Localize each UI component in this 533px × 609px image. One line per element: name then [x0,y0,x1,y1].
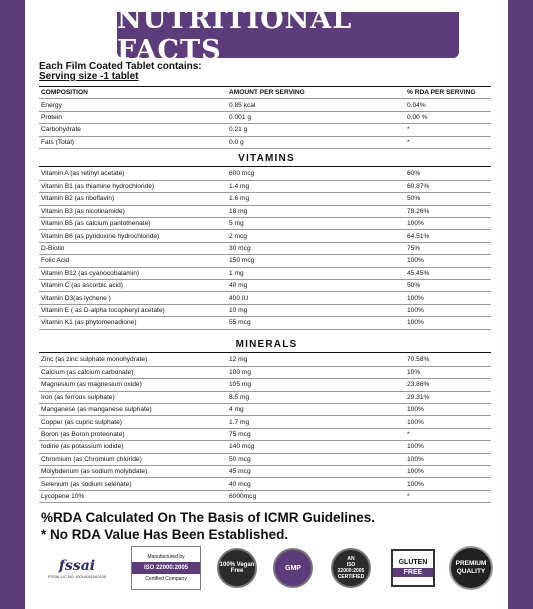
table-row [39,255,491,267]
divider [39,352,491,353]
amount-cell: 600 mcg [227,168,405,180]
amount-cell: 0.001 g [227,111,405,123]
composition-cell: Folic Acid [39,255,227,267]
table-row [39,416,491,428]
amount-cell: 18 mg [227,205,405,217]
col-composition: COMPOSITION [39,87,227,99]
amount-cell: 1.7 mg [227,416,405,428]
composition-cell: Zinc (as zinc sulphate monohydrate) [39,354,227,366]
table-row [39,354,491,366]
premium-text: PREMIUM [455,560,487,567]
gluten-free-text: FREE [393,568,433,577]
no-rda-note: * No RDA Value Has Been Established. [41,527,289,542]
composition-cell: Vitamin B12 (as cyanocobalamin) [39,267,227,279]
gmp-seal [273,548,313,588]
fssai-logo [39,546,115,590]
composition-cell: Vitamin B6 (as pyridoxine hydrochloride) [39,230,227,242]
amount-cell: 0.0 g [227,136,405,148]
table-row [39,99,491,111]
iso-seal-text: ISO [346,562,356,568]
composition-cell: Magnesium (as magnesium oxide) [39,379,227,391]
composition-cell: Boron (as Boron proteonate) [39,428,227,440]
gluten-free-badge [391,549,435,587]
rda-cell: 100% [405,292,491,304]
rda-cell: 60.87% [405,180,491,192]
rda-cell: 100% [405,466,491,478]
certification-logos [39,546,495,590]
composition-cell: Molybdenum (as sodium molybdate) [39,466,227,478]
table-header [39,87,491,99]
table-row [39,292,491,304]
composition-cell: Vitamin B2 (as riboflavin) [39,193,227,205]
rda-cell: 64.51% [405,230,491,242]
serving-size: Serving size -1 tablet [39,71,139,82]
iso-seal-text: AN [347,556,355,562]
rda-cell: * [405,490,491,502]
vitamins-heading: VITAMINS [238,153,295,164]
table-row [39,404,491,416]
composition-cell: Chromium (as Chromium chloride) [39,453,227,465]
table-row [39,379,491,391]
rda-cell: 50% [405,280,491,292]
page-title: NUTRITIONAL FACTS [117,4,353,66]
rda-cell: 23.86% [405,379,491,391]
amount-cell: 5 mg [227,218,405,230]
composition-cell: Vitamin K1 (as phytomenadione) [39,317,227,329]
fssai-license: FSSAI LIC.NO 10019051000105 [47,573,107,579]
amount-cell: 55 mcg [227,317,405,329]
table-row [39,168,491,180]
composition-cell: Vitamin E ( as D-alpha tocopheryl acetate) [39,304,227,316]
table-row [39,478,491,490]
rda-cell: 100% [405,453,491,465]
table-row [39,230,491,242]
rda-cell: 100% [405,304,491,316]
table-row [39,428,491,440]
composition-cell: D-Biotin [39,242,227,254]
composition-cell: Iodine (as potassium iodide) [39,441,227,453]
vegan-seal-text: 100% Vegan Free [219,562,255,574]
amount-cell: 1.4 mg [227,180,405,192]
rda-cell: 0.00 % [405,111,491,123]
rda-cell: 100% [405,478,491,490]
premium-quality-badge [449,546,493,590]
composition-cell: Carbohydrate [39,124,227,136]
rda-cell: 70.58% [405,354,491,366]
col-amount: AMOUNT PER SERVING [227,87,405,99]
amount-cell: 1.6 mg [227,193,405,205]
table-row [39,205,491,217]
rda-cell: 60% [405,168,491,180]
rda-cell: 100% [405,218,491,230]
table-row [39,441,491,453]
amount-cell: 40 mg [227,280,405,292]
amount-cell: 10 mg [227,304,405,316]
table-row [39,317,491,329]
iso-mid-text: ISO 22000:2005 [132,562,200,574]
amount-cell: 140 mcg [227,441,405,453]
amount-cell: 1 mg [227,267,405,279]
composition-cell: Energy [39,99,227,111]
rda-cell: 29.31% [405,391,491,403]
table-row [39,391,491,403]
composition-cell: Vitamin B5 (as calcium pantothenate) [39,218,227,230]
amount-cell: 4 mg [227,404,405,416]
rda-cell: 75% [405,242,491,254]
amount-cell: 45 mcg [227,466,405,478]
composition-cell: Iron (as ferrous sulphate) [39,391,227,403]
gmp-seal-text: GMP [285,564,301,572]
composition-cell: Vitamin C (as ascorbic acid) [39,280,227,292]
table-row [39,466,491,478]
amount-cell: 105 mg [227,379,405,391]
composition-table [39,86,491,149]
vitamins-table [39,168,491,330]
composition-cell: Calcium (as calcium carbonate) [39,366,227,378]
table-row [39,180,491,192]
iso-bottom-text: Certified Company [145,576,187,582]
amount-cell: 150 mcg [227,255,405,267]
rda-cell: 100% [405,441,491,453]
table-row [39,193,491,205]
amount-cell: 0.21 g [227,124,405,136]
rda-cell: 100% [405,404,491,416]
table-row [39,267,491,279]
gluten-text: GLUTEN [398,559,428,566]
amount-cell: 0.85 kcal [227,99,405,111]
nutrition-panel [25,0,508,609]
iso-top-text: Manufactured by [147,554,185,560]
amount-cell: 75 mcg [227,428,405,440]
table-row [39,242,491,254]
rda-cell: 78.26% [405,205,491,217]
iso-seal-text: CERTIFIED [337,574,365,580]
table-row [39,280,491,292]
title-banner [117,4,459,66]
table-row [39,304,491,316]
rda-cell: 0.04% [405,99,491,111]
rda-cell: * [405,428,491,440]
composition-cell: Fats (Total) [39,136,227,148]
amount-cell: 40 mcg [227,478,405,490]
composition-cell: Vitamin A (as retinyl acetate) [39,168,227,180]
rda-cell: 45.45% [405,267,491,279]
amount-cell: 6000mcg [227,490,405,502]
quality-text: QUALITY [456,568,486,575]
composition-cell: Vitamin B3 (as nicotinamide) [39,205,227,217]
minerals-heading: MINERALS [235,339,298,350]
amount-cell: 2 mcg [227,230,405,242]
composition-cell: Lycopene 10% [39,490,227,502]
table-row [39,218,491,230]
col-rda: % RDA PER SERVING [405,87,491,99]
rda-cell: * [405,124,491,136]
iso-seal-text: 22000:2005 [337,568,365,574]
amount-cell: 50 mcg [227,453,405,465]
rda-cell: 100% [405,317,491,329]
table-row [39,453,491,465]
composition-cell: Manganese (as manganese sulphate) [39,404,227,416]
rda-note: %RDA Calculated On The Basis of ICMR Guidelines. [41,510,376,525]
composition-cell: Vitamin B1 (as thiamine hydrochloride) [39,180,227,192]
amount-cell: 30 mcg [227,242,405,254]
composition-cell: Protein [39,111,227,123]
minerals-table [39,354,491,503]
tablet-intro: Each Film Coated Tablet contains: [39,61,202,72]
table-row [39,136,491,148]
amount-cell: 8.5 mg [227,391,405,403]
rda-cell: * [405,136,491,148]
fssai-mark: fssai [58,557,96,574]
composition-cell: Selenium (as sodium selenate) [39,478,227,490]
rda-cell: 100% [405,255,491,267]
table-row [39,490,491,502]
amount-cell: 100 mg [227,366,405,378]
iso-seal [331,548,371,588]
vegan-seal [217,548,257,588]
table-row [39,124,491,136]
table-row [39,366,491,378]
amount-cell: 400 IU [227,292,405,304]
amount-cell: 12 mg [227,354,405,366]
table-row [39,111,491,123]
iso-manufacturer-badge [131,546,201,590]
rda-cell: 10% [405,366,491,378]
rda-cell: 50% [405,193,491,205]
composition-cell: Vitamin D3(as lychene ) [39,292,227,304]
divider [39,166,491,167]
rda-cell: 100% [405,416,491,428]
composition-cell: Copper (as cupric sulphate) [39,416,227,428]
